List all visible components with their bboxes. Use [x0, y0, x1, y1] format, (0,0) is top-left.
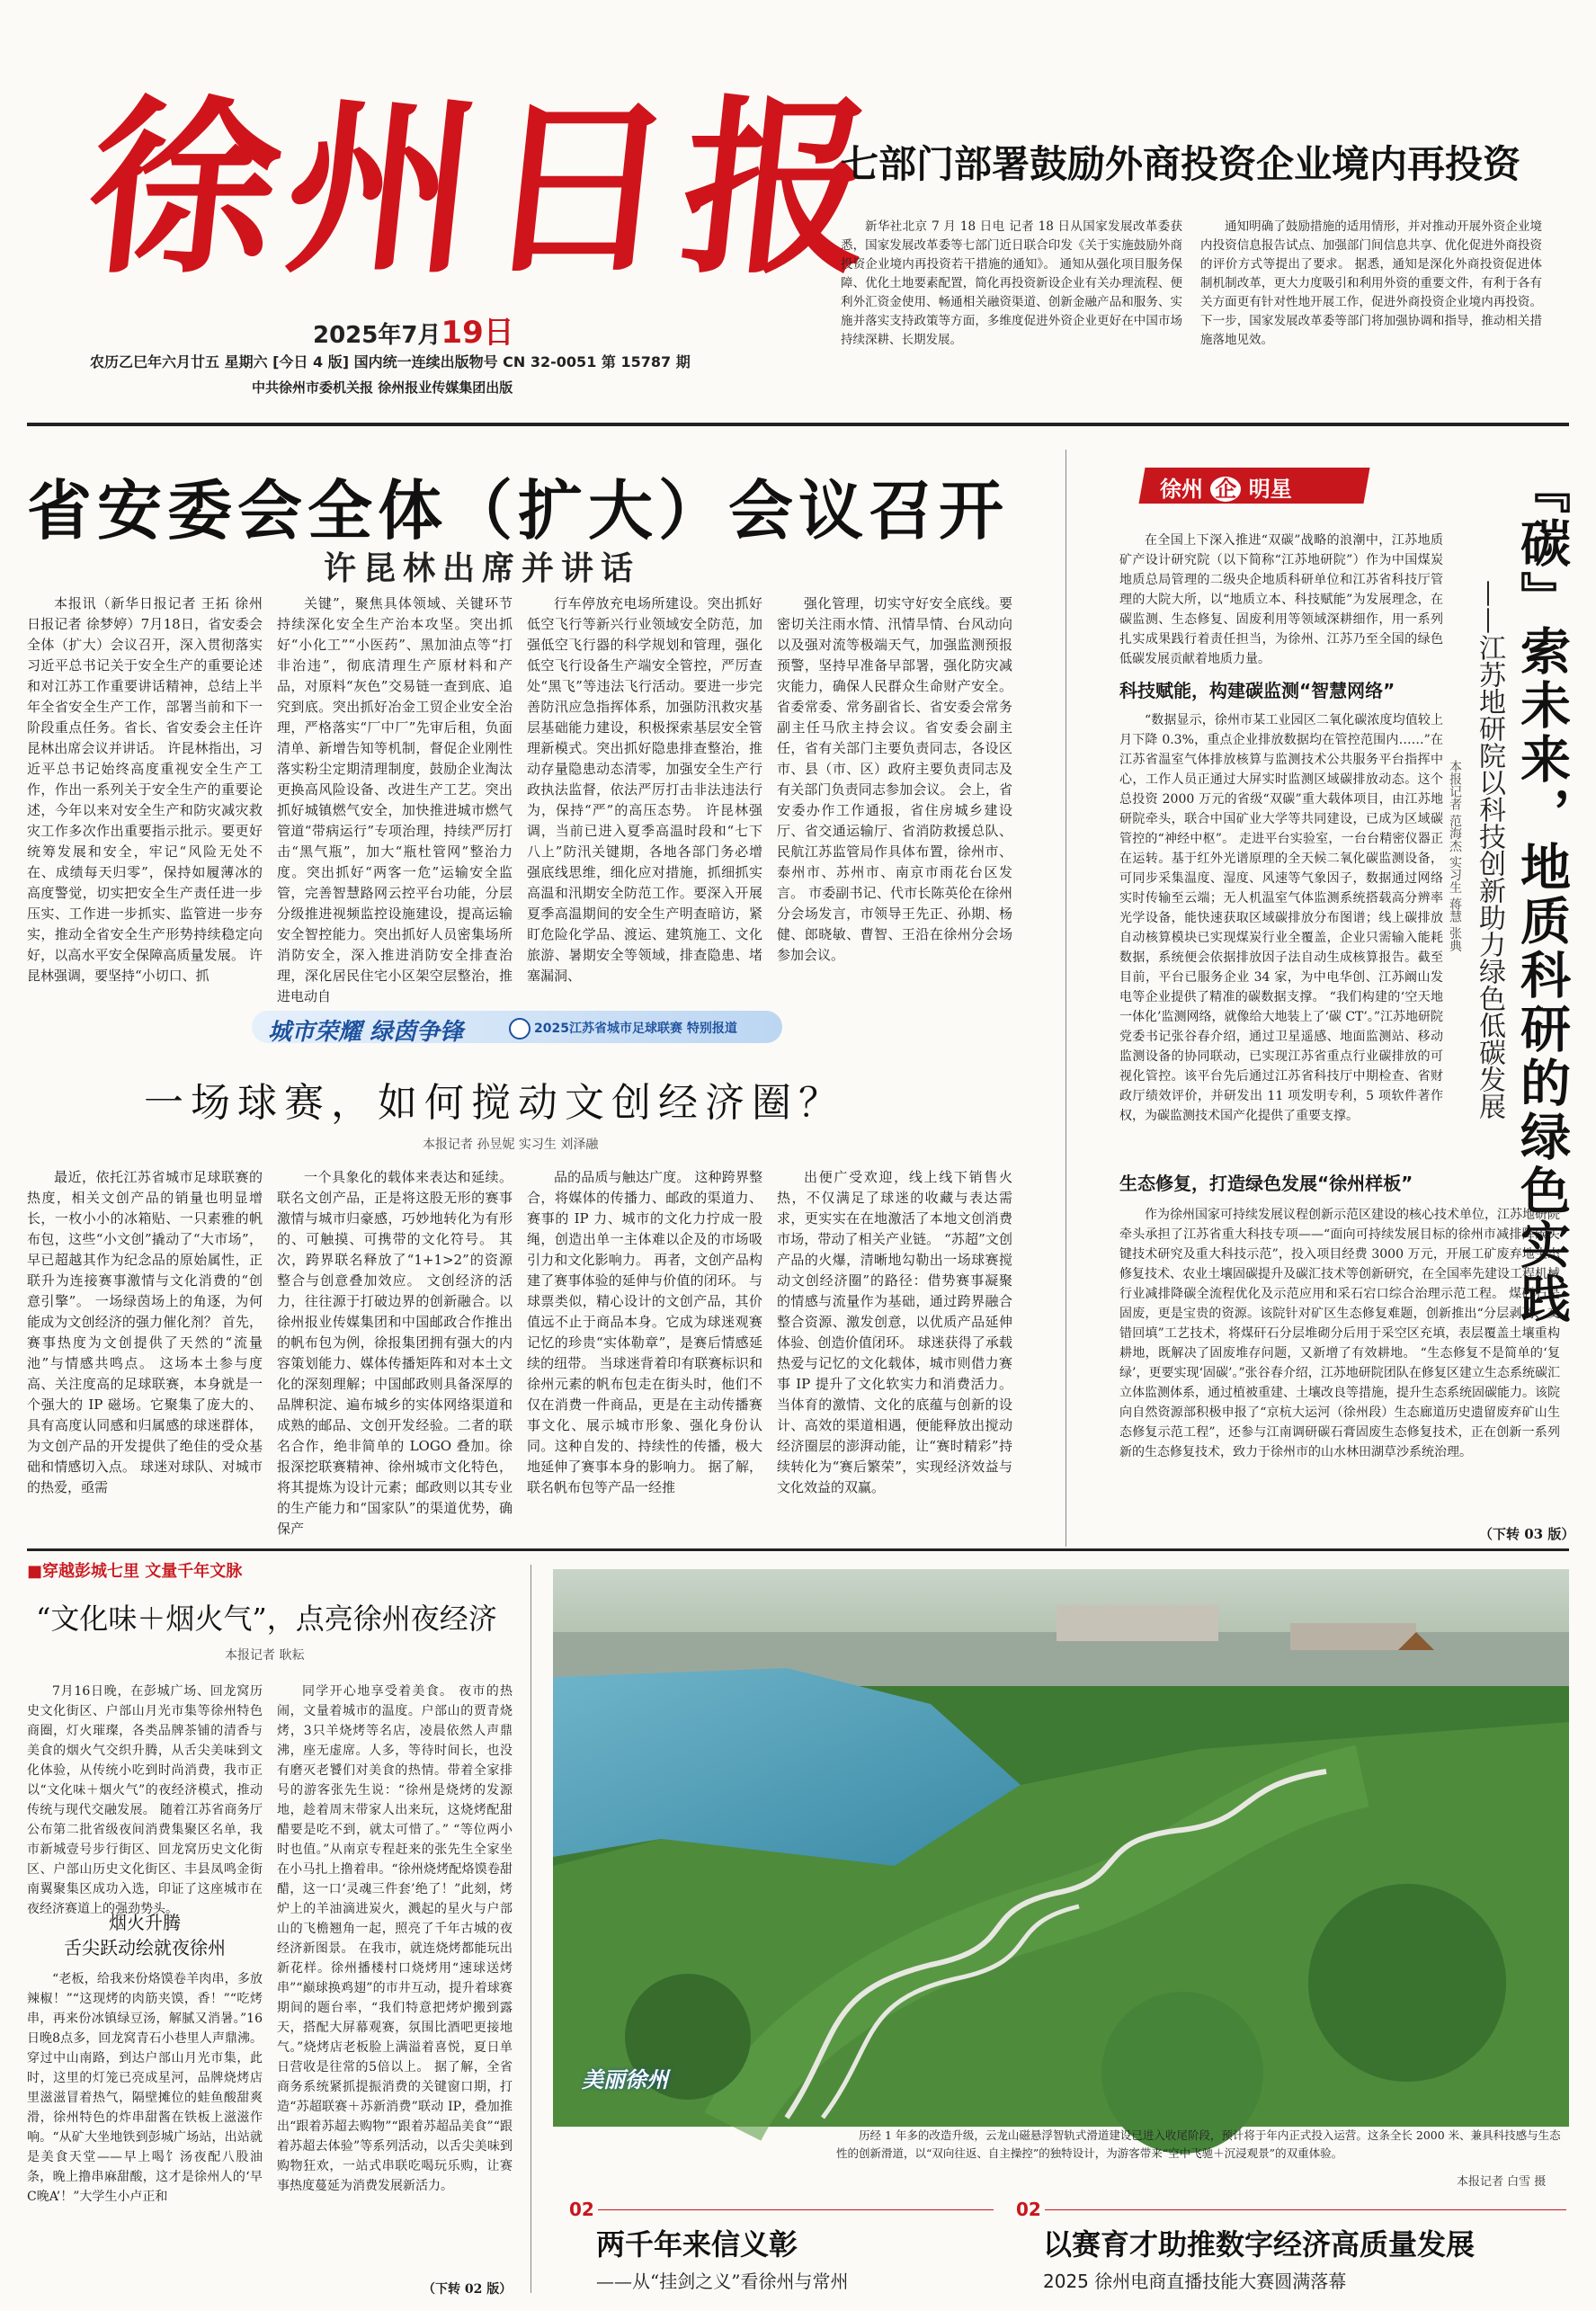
football-headline[interactable]: 一场球赛，如何搅动文创经济圈？: [144, 1080, 845, 1126]
banner-slogan: 城市荣耀 绿茵争锋: [268, 1019, 464, 1046]
banner-event: 2025江苏省城市足球联赛 特别报道: [534, 1022, 737, 1036]
lead-headline[interactable]: 省安委会全体（扩大）会议召开: [27, 473, 1010, 549]
lead-col-1: 本报讯（新华日报记者 王拓 徐州日报记者 徐梦婷）7月18日，省安委会全体（扩大）会议召开，深入贯彻落实习近平总书记关于安全生产的重要论述和对江苏工作重要讲话精神，总结上半年全省安全生产工作，部署当前和下一阶段重点任务。省长、省安委会主任许昆林出席会议并讲话。 许昆林指出，习近平总书记始终高度重视安全生产工作，作出一系列关于安全生产的重要论述，今年以来对安全生产和防灾减灾救灾工作多次作出重要指示批示。要更好统筹发展和安全，牢记“风险无处不在、成绩每天归零”，保持如履薄冰的高度警觉，切实把安全生产责任进一步压实、工作进一步抓实、监管进一步夯实，推动全省安全生产形势持续稳定向好，以高水平安全保障高质量发展。 许昆林强调，要坚持“小切口、抓: [27, 595, 263, 984]
football-byline: 本报记者 孙昱妮 实习生 刘泽融: [423, 1138, 599, 1152]
footer-right-page: 02: [1016, 2199, 1041, 2220]
nightlife-headline[interactable]: “文化味＋烟火气”，点亮徐州夜经济: [36, 1602, 497, 1636]
top-news-col1: 新华社北京 7 月 18 日电 记者 18 日从国家发展改革委获悉，国家发展改革委等七部门近日联合印发《关于实施鼓励外商投资企业境内再投资若干措施的通知》。 通知从强化项目服务保障、优化土地要素配置，简化再投资新设企业有关办理流程、便利外汇资金使用、畅通相关融资渠道、创新金融产品和服务、实施并落实支持政策等方面，多维度促进外资企业更好在中国市场持续深耕、长期发展。: [841, 219, 1182, 347]
feature-title[interactable]: 『碳』索未来，地质科研的绿色实践: [1512, 463, 1572, 1326]
football-col-4: 出便广受欢迎，线上线下销售火热，不仅满足了球迷的收藏与表达需求，更实实在在地激活了本地文创消费市场，带动了相关产业链。 “苏超”文创产品的火爆，清晰地勾勒出一场球赛搅动文创经济圈”的路径：借势赛事凝聚的情感与流量作为基础，通过跨界融合整合资源、激发创意，以优质产品延伸体验、创造价值闭环。 球迷获得了承载热爱与记忆的文化载体，城市则借力赛事 IP 提升了文化软实力和消费活力。 当体育的激情、文化的底蕴与创新的设计、高效的渠道相遇，便能释放出搅动经济圈层的澎湃动能，让“赛时精彩”持续转化为“赛后繁荣”，实现经济效益与文化效益的双赢。: [777, 1169, 1012, 1495]
feature-sub2-text: 作为徐州国家可持续发展议程创新示范区建设的核心技术单位，江苏地研院牵头承担了江苏省重大科技专项——“面向可持续发展目标的徐州市减排降碳关键技术研究及重大科技示范”，投入项目经费 3000 万元，开展工矿废弃地生态修复技术、农业土壤固碳提升及碳汇技术等创新研究，在全国率先建设工程机械行业减排降碳全流程优化及示范应用和采石宕口综合治理示范工程。 煤矸石是固废，更是宝贵的资源。该院针对矿区生态修复难题，创新推出“分层剥离、交错回填”工艺技术，将煤矸石分层堆砌分后用于采空区充填，表层覆盖土壤重构耕地，既解决了固废堆存问题，又新增了有效耕地。 “生态修复不是简单的‘复绿’，更要实现‘固碳’。”张谷春介绍，江苏地研院团队在修复区建立生态系统碳汇立体监测体系，通过植被重建、土壤改良等措施，提升生态系统固碳能力。该院向自然资源部积极申报了“京杭大运河（徐州段）生态廊道历史遗留废弃矿山生态修复示范工程”，还参与江南调研碳石膏固废生态修复技术，正在创新一系列新的生态修复技术，致力于徐州市的山水林田湖草沙系统治理。: [1119, 1208, 1560, 1459]
nightlife-col-1: 7月16日晚，在彭城广场、回龙窝历史文化街区、户部山月光市集等徐州特色商圈，灯火璀璨，各类品牌茶铺的清香与美食的烟火气交织升腾，从舌尖美味到文化体验，从传统小吃到时尚消费，我市正以“文化味＋烟火气”的夜经济模式，推动传统与现代交融发展。 随着江苏省商务厅公布第二批省级夜间消费集聚区名单，我市新城壹号步行街区、回龙窝历史文化街区、户部山历史文化街区、丰县凤鸣金街南翼聚集区成功入选，印证了这座城市在夜经济赛道上的强劲势头。: [27, 1684, 263, 1916]
issue-date: [313, 308, 514, 352]
nightlife-sub: 烟火升腾 舌尖跃动绘就夜徐州: [64, 1912, 226, 1959]
photo-label: 美丽徐州: [582, 2067, 668, 2092]
feature-sub1-text: “数据显示，徐州市某工业园区二氧化碳浓度均值较上月下降 0.3%，重点企业排放数据均在管控范围内……”在江苏省温室气体排放核算与监测技术公共服务平台指挥中心，工作人员正通过大屏实时监测区域碳排放动态。这个总投资 2000 万元的省级“双碳”重大载体项目，由江苏地研院牵头，联合中国矿业大学等共同建设，已成为区域碳管控的“神经中枢”。 走进平台实验室，一台台精密仪器正在运转。基于红外光谱原理的全天候二氧化碳监测设备，可同步采集温度、湿度、风速等气象因子，数据通过网络实时传输至云端；无人机温室气体监测系统搭载高分辨率光学设备，能快速获取区域碳排放分布图谱；线上碳排放自动核算模块已实现煤炭行业全覆盖，企业只需输入能耗数据，系统便会依据排放因子法自动生成核算报告。截至目前，平台已服务企业 34 家，为中电华创、江苏阚山发电等企业提供了精准的碳数据支撑。 “我们构建的‘空天地一体化’监测网络，就像给大地装上了‘碳 CT’。”江苏地研院党委书记张谷春介绍，通过卫星遥感、地面监测站、移动监测设备的协同联动，已实现江苏省重点行业碳排放的可视化管控。该平台先后通过江苏省科技厅中期检查、省财政厅绩效评价，并研发出 11 项发明专利，5 项软件著作权，为碳监测技术国产化提供了重要支撑。: [1119, 713, 1444, 1123]
date-day: 19日: [441, 315, 514, 351]
football-col-2: 一个具象化的载体来表达和延续。联名文创产品，正是将这股无形的赛事激情与城市归豪感，巧妙地转化为有形的、可触摸、可携带的文化符号。 其次，跨界联名释放了“1+1>2”的资源整合与创意叠加效应。 文创经济的活力，往往源于打破边界的创新融合。以徐州报业传媒集团和中国邮政合作推出的帆布包为例，徐报集团拥有强大的内容策划能力、媒体传播矩阵和对本土文化的深刻理解；中国邮政则具备深厚的品牌积淀、遍布城乡的实体网络渠道和成熟的邮品、文创开发经验。二者的联名合作，绝非简单的 LOGO 叠加。徐报深挖联赛精神、徐州城市文化特色，将其提炼为设计元素；邮政则以其专业的生产能力和“国家队”的渠道优势，确保产: [277, 1169, 513, 1537]
lead-col-3: 行车停放充电场所建设。突出抓好低空飞行等新兴行业领域安全防范，加强低空飞行器的科学规划和管理，强化低空飞行设备生产端安全管控，严厉查处“黑飞”等违法飞行活动。要进一步完善防汛应急指挥体系，加强防汛救灾基层基础能力建设，积极探索基层安全管理新模式。突出抓好隐患排查整治，推动存量隐患动态清零，加强安全生产行政执法监督，依法严厉打击非法违法行为，保持“严”的高压态势。 许昆林强调，当前已进入夏季高温时段和“七下八上”防汛关键期，各地各部门务必增强底线思维，细化应对措施，抓细抓实高温和汛期安全防范工作。要深入开展夏季高温期间的安全生产明查暗访，紧盯危险化学品、渡运、建筑施工、文化旅游、暑期安全等领域，排查隐患、堵塞漏洞、: [527, 595, 762, 984]
lead-col-4: 强化管理，切实守好安全底线。要密切关注雨水情、汛情旱情、台风动向以及强对流等极端天气，加强监测预报预警，坚持早准备早部署，强化防灾减灾能力，确保人民群众生命财产安全。 省委常委、常务副省长、省安委会常务副主任马欣主持会议。省安委会副主任，省有关部门主要负责同志，各设区市、县（市、区）政府主要负责同志及有关部门负责同志参加会议。 会上，省安委办作工作通报，省住房城乡建设厅、省交通运输厅、省消防救援总队、民航江苏监管局作具体布置，徐州市、泰州市、苏州市、南京市雨花台区发言。 市委副书记、代市长陈英伦在徐州分会场发言，市领导王先正、孙期、杨健、郎晓敏、曹智、王沿在徐州分会场参加会议。: [777, 595, 1012, 963]
feature-byline: 本报记者 范海杰 实习生 蒋慧 张典: [1448, 760, 1462, 952]
lead-col-2: 关键”，聚焦具体领域、关键环节持续深化安全生产治本攻坚。突出抓好“小化工”“小医药”、黑加油点等“打非治违”，彻底清理生产原材料和产品，对原料“灰色”交易链一查到底、追究到底。突出抓好冶金工贸企业安全治理，严格落实“厂中厂”先审后租，负面清单、新增告知等机制，督促企业刚性落实粉尘定期清理制度，鼓励企业淘汰更换高风险设备、改进生产工艺。突出抓好城镇燃气安全，加快推进城市燃气管道“带病运行”专项治理，持续严厉打击“黑气瓶”，加大“瓶杜管网”整治力度。突出抓好“两客一危”运输安全监管，完善智慧路网云控平台功能，分层分级推进视频监控设施建设，提高运输安全智控能力。突出抓好人员密集场所消防安全，深入推进消防安全排查治理，深化居民住宅小区架空层整治，推进电动自: [277, 595, 513, 1004]
photo-caption: 历经 1 年多的改造升级，云龙山磁悬浮智轨式滑道建设已进入收尾阶段，预计将于年内正式投入运营。这条全长 2000 米、兼具科技感与生态性的创新滑道，以“双向往返、自主操控”的独特设计，为游客带来“空中飞驰＋沉浸观景”的双重体验。: [836, 2128, 1561, 2160]
nightlife-col-1b: “老板，给我来份烙馍卷羊肉串，多放辣椒！”“这现烤的肉筋夹馍，香！”“吃烤串，再来份冰镇绿豆汤，解腻又消暑。”16日晚8点多，回龙窝青石小巷里人声鼎沸。 穿过中山南路，到达户部山月光市集，此时，这里的灯笼已亮成星河，品牌烧烤店里滋滋冒着热气，隔壁摊位的蛙鱼酸甜爽滑，徐州特色的炸串甜酱在铁板上滋滋作响。“从矿大坐地铁到彭城广场站，出站就是美食天堂——早上喝饣汤夜配八股油条，晚上撸串麻甜酸，这才是徐州人的‘早C晚A’！”大学生小卢正和: [27, 1972, 263, 2204]
feature-tag-text: [1160, 471, 1292, 503]
tag-mid: 企: [1210, 477, 1241, 502]
aerial-photo[interactable]: [553, 1569, 1569, 2127]
nightlife-col-2: 同学开心地享受着美食。 夜市的热闹，文量着城市的温度。户部山的贾青烧烤，3只羊烧烤等名店，凌晨依然人声鼎沸，座无虚席。人多，等待时间长，也没有磨灭老饕们对美食的热情。带着全家排号的游客张先生说：“徐州是烧烤的发源地，趁着周末带家人出来玩，这烧烤配甜醋要是吃不到，就太可惜了。” “等位两小时也值。”从南京专程赶来的张先生全家坐在小马扎上撸着串。“徐州烧烤配烙馍卷甜醋，这一口‘灵魂三件套’绝了！”此刻，烤炉上的羊油滴进炭火，溅起的星火与户部山的飞檐翘角一起，照亮了千年古城的夜经济新图景。 在我市，就连烧烤都能玩出新花样。徐州播楼村口烧烤用“速球送烤串”“巅球换鸡翅”的市井互动，提升着球赛期间的题台率，“我们特意把烤炉搬到露天，搭配大屏幕观赛，氛围比酒吧更接地气。”烧烤店老板脸上满溢着喜悦，夏日单日营收是往常的5倍以上。 据了解，全省商务系统紧抓提振消费的关键窗口期，打造“苏超联赛＋苏新消费”联动 IP，叠加推出“跟着苏超去购物”“跟着苏超品美食”“跟着苏超去体验”等系列活动，以舌尖美味到购物狂欢，一站式串联吃喝玩乐购，让赛事热度蔓延为消费发展新活力。: [277, 1684, 513, 2193]
football-col-3: 品的品质与触达广度。 这种跨界整合，将媒体的传播力、邮政的渠道力、赛事的 IP 力、城市的文化力拧成一股绳，创造出单一主体难以企及的市场吸引力和文化影响力。 再者，文创产品构建了赛事体验的延伸与价值的闭环。 与球票类似，精心设计的文创产品，其价值远不止于商品本身。它成为球迷观赛记忆的珍贵“实体勒章”，是赛后情感延续的纽带。 当球迷背着印有联赛标识和徐州元素的帆布包走在街头时，他们不仅在消费一件商品，更是在主动传播赛事文化、展示城市形象、强化身份认同。这种自发的、持续性的传播，极大地延伸了赛事本身的影响力。 据了解，联名帆布包等产品一经推: [527, 1169, 762, 1495]
lead-subheadline: 许昆林出席并讲话: [324, 549, 641, 587]
masthead-divider: [27, 423, 1569, 426]
top-news-col2: 通知明确了鼓励措施的适用情形，并对推动开展外资企业境内投资信息报告试点、加强部门间信息共享、优化促进外商投资的评价方式等提出了要求。 据悉，通知是深化外商投资促进体制机制改革，更大力度吸引和利用外资的重要文件，有利于各有关方面更有针对性地开展工作，促进外商投资企业境内再投资。下一步，国家发展改革委等部门将加强协调和指导，推动相关措施落地见效。: [1200, 219, 1542, 347]
footer-left-rule: [598, 2209, 994, 2210]
nightlife-series: ■穿越彭城七里 文量千年文脉: [27, 1562, 243, 1581]
mid-divider: [27, 1548, 1569, 1551]
nightlife-byline: 本报记者 耿耘: [225, 1648, 305, 1663]
publisher-line: 中共徐州市委机关报 徐州报业传媒集团出版: [252, 379, 513, 396]
footer-right-title: 以赛育才助推数字经济高质量发展: [1043, 2227, 1476, 2262]
footer-right-teaser[interactable]: [1016, 2199, 1569, 2298]
feature-divider: [1065, 450, 1066, 1547]
football-col-1: 最近，依托江苏省城市足球联赛的热度，相关文创产品的销量也明显增长，一枚小小的冰箱贴、一只素雅的帆布包，这些“小文创”撬动了“大市场”，早已超越其作为纪念品的原始属性，正联升为连接赛事激情与文化消费的“创意引擎”。 一场绿茵场上的角逐，为何能成为文创经济的强力催化剂？ 首先，赛事热度为文创提供了天然的“流量池”与情感共鸣点。 这场本土参与度高、关注度高的足球联赛，本身就是一个强大的 IP 磁场。它聚集了庞大的、具有高度认同感和归属感的球迷群体，为文创产品的开发提供了绝佳的受众基础和情感切入点。 球迷对球队、对城市的热爱，亟需: [27, 1169, 263, 1495]
newspaper-logo: 徐州日报: [78, 77, 894, 299]
footer-left-sub: ——从“挂剑之义”看徐州与常州: [596, 2271, 849, 2292]
feature-continued[interactable]: （下转 03 版）: [1479, 1526, 1575, 1542]
feature-subtitle: ——江苏地研院以科技创新助力绿色低碳发展: [1474, 580, 1505, 1120]
footer-left-title: 两千年来信义彰: [596, 2227, 798, 2262]
soccer-ball-icon: [509, 1018, 531, 1040]
lunar-line: 农历乙巳年六月廿五 星期六 [今日 4 版] 国内统一连续出版物号 CN 32-0051 第 15787 期: [90, 353, 691, 370]
top-news: [832, 135, 1542, 405]
feature-sub2: 生态修复，打造绿色发展“徐州样板”: [1119, 1173, 1413, 1194]
photo-credit: 本报记者 白雪 摄: [1457, 2175, 1547, 2189]
footer-right-rule: [1045, 2209, 1566, 2210]
tag-prefix: 徐州: [1160, 477, 1203, 502]
top-news-headline[interactable]: 七部门部署鼓励外商投资企业境内再投资: [841, 142, 1521, 186]
feature-sub1: 科技赋能，构建碳监测“智慧网络”: [1119, 680, 1395, 701]
footer-right-sub: 2025 徐州电商直播技能大赛圆满落幕: [1043, 2271, 1347, 2292]
football-banner: [252, 1005, 782, 1048]
nightlife-continued[interactable]: （下转 02 版）: [423, 2282, 513, 2297]
date-prefix: 2025年7月: [313, 322, 441, 349]
footer-left-page: 02: [569, 2199, 594, 2220]
tag-suffix: 明星: [1248, 477, 1292, 502]
feature-intro: 在全国上下深入推进“双碳”战略的浪潮中，江苏地质矿产设计研究院（以下简称“江苏地研院”）作为中国煤炭地质总局管理的二级央企地质科研单位和江苏省科技厅管理的大院大所，以“地质立本、科技赋能”为发展理念，在碳监测、生态修复、固废利用等领域深耕细作，用一系列扎实成果践行着责任担当，为徐州、江苏乃至全国的绿色低碳发展贡献着地质力量。: [1119, 533, 1443, 666]
footer-left-teaser[interactable]: [553, 2199, 1003, 2298]
photo-illustration: [553, 1569, 1569, 2127]
